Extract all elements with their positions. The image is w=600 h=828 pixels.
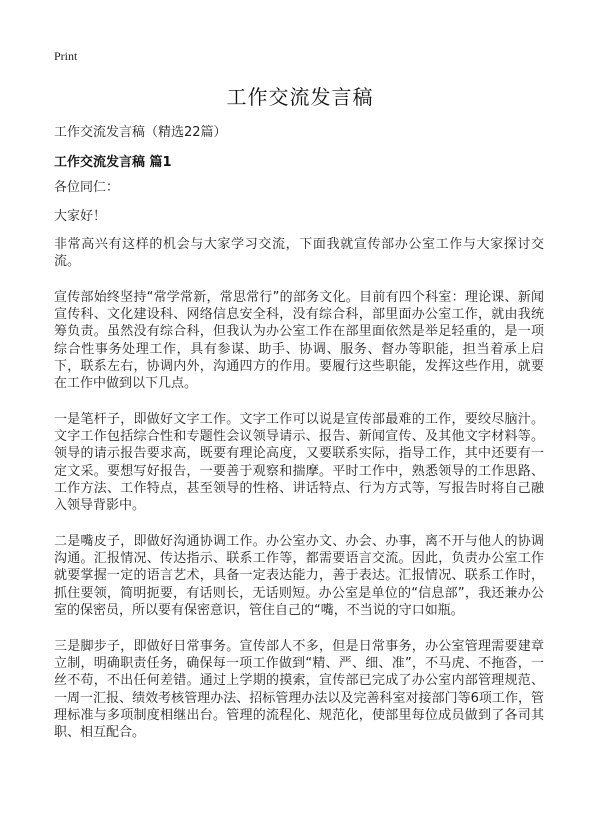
paragraph-communication: 二是嘴皮子，即做好沟通协调工作。办公室办文、办会、办事，离不开与他人的协调沟通。汇报情况、传达指示、联系工作等，都需要语言交流。因此，负责办公室工作就要掌握一定的语言艺术，具备一定表达能力，善于表达。汇报情况、联系工作时，抓住要领，简明扼要，有话则长，无话则短。办公室是单位的“信息部”，我还兼办公室的保密员，所以要有保密意识，管住自己的“嘴，不当说的守口如瓶。 xyxy=(54,534,544,618)
document-title: 工作交流发言稿 xyxy=(226,85,374,109)
paragraph-hello: 大家好！ xyxy=(54,209,107,224)
document-subtitle: 工作交流发言稿（精选22篇） xyxy=(54,125,227,140)
paragraph-daily-affairs: 三是脚步子，即做好日常事务。宣传部人不多，但是日常事务，办公室管理需要建章立制，明确职责任务，确保每一项工作做到“精、严、细、准”，不马虎、不拖沓，一丝不苟，不出任何差错。通过上学期的摸索，宣传部已完成了办公室内部管理规范、一周一汇报、绩效考核管理办法、招标管理办法以及完善科室对接部门等6项工作，管理标准与多项制度相继出台。管理的流程化、规范化，使部里每位成员做到了各司其职、相互配合。 xyxy=(54,639,544,741)
paragraph-writing: 一是笔杆子，即做好文字工作。文字工作可以说是宣传部最难的工作，要绞尽脑汁。文字工作包括综合性和专题性会议领导请示、报告、新闻宣传、及其他文字材料等。领导的请示报告要求高，既要有理论高度，又要联系实际，指导工作，其中还要有一定文采。要想写好报告，一要善于观察和揣摩。平时工作中，熟悉领导的工作思路、工作方法、工作特点，甚至领导的性格、讲话特点、行为方式等，写报告时将自己融入领导背影中。 xyxy=(54,412,544,514)
print-label: Print xyxy=(54,49,78,63)
paragraph-intro: 非常高兴有这样的机会与大家学习交流，下面我就宣传部办公室工作与大家探讨交流。 xyxy=(54,237,544,270)
section-heading: 工作交流发言稿 篇1 xyxy=(54,155,172,170)
paragraph-greeting: 各位同仁： xyxy=(54,180,120,195)
paragraph-department: 宣传部始终坚持“常学常新，常思常行”的部务文化。目前有四个科室：理论课、新闻宣传科、文化建设科、网络信息安全科，没有综合科，部里面办公室工作，就由我统筹负责。虽然没有综合科，但我认为办公室工作在部里面依然是举足轻重的，是一项综合性事务处理工作，具有参谋、助手、协调、服务、督办等职能，担当着承上启下，联系左右，协调内外，沟通四方的作用。要履行这些职能，发挥这些作用，就要在工作中做到以下几点。 xyxy=(54,290,544,392)
